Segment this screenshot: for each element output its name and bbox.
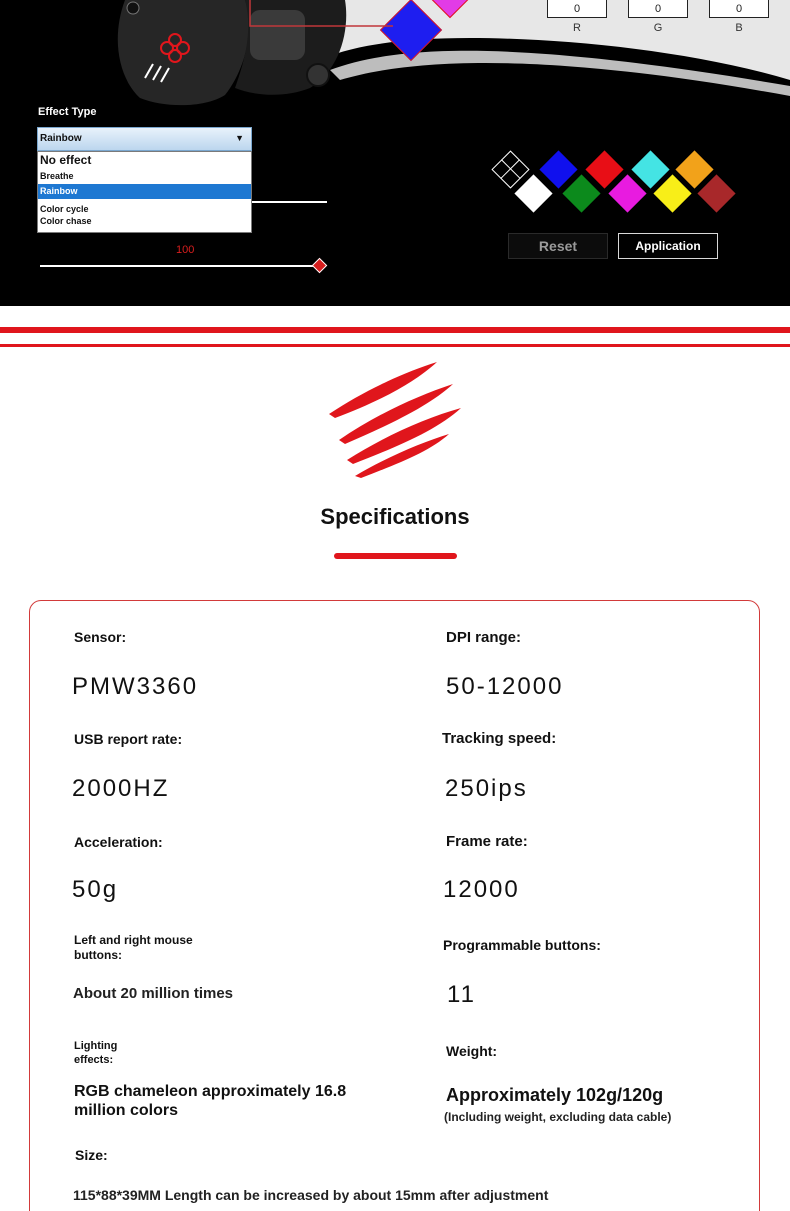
effect-option-color-cycle[interactable]: Color cycle <box>40 204 89 214</box>
brightness-slider-track[interactable] <box>40 265 316 267</box>
lighting-effects-label: Lighting effects: <box>74 1040 118 1066</box>
tracking-speed-label: Tracking speed: <box>442 730 557 747</box>
specifications-title: Specifications <box>320 504 470 529</box>
dpi-range-value: 50-12000 <box>446 673 564 700</box>
brightness-slider-value: 100 <box>176 244 195 256</box>
rgb-green-field[interactable]: 0 <box>628 0 688 18</box>
size-value: 115*88*39MM Length can be increased by about 15mm after adjustment <box>73 1187 549 1203</box>
button-lifespan-value: About 20 million times <box>73 985 234 1002</box>
header-guide-lines <box>245 0 415 40</box>
title-underline <box>334 553 457 559</box>
tracking-speed-value: 250ips <box>445 775 528 802</box>
button-lifespan-label: Left and right mouse buttons: <box>74 933 193 962</box>
usb-report-rate-label: USB report rate: <box>74 731 183 747</box>
programmable-buttons-value: 11 <box>447 981 476 1008</box>
usb-report-rate-value: 2000HZ <box>72 775 170 802</box>
weight-label: Weight: <box>446 1043 498 1059</box>
effect-option-breathe[interactable]: Breathe <box>40 171 74 181</box>
frame-rate-value: 12000 <box>443 876 520 903</box>
lighting-software-panel <box>0 0 790 306</box>
dpi-range-label: DPI range: <box>446 629 522 646</box>
effect-option-rainbow[interactable]: Rainbow <box>38 184 251 199</box>
frame-rate-label: Frame rate: <box>446 833 528 850</box>
divider-stripe-thin <box>0 344 790 347</box>
sensor-value: PMW3360 <box>72 673 199 700</box>
weight-value: Approximately 102g/120g <box>446 1085 664 1105</box>
sensor-label: Sensor: <box>74 629 127 645</box>
reset-button[interactable]: Reset <box>508 233 608 259</box>
rgb-blue-label: B <box>735 22 743 34</box>
effect-type-select[interactable] <box>37 127 252 151</box>
programmable-buttons-label: Programmable buttons: <box>443 937 601 953</box>
effect-option-no-effect[interactable]: No effect <box>40 153 92 167</box>
acceleration-label: Acceleration: <box>74 834 163 850</box>
rgb-red-field[interactable]: 0 <box>547 0 607 18</box>
effect-option-color-chase[interactable]: Color chase <box>40 216 92 226</box>
weight-note: (Including weight, excluding data cable) <box>444 1110 672 1124</box>
claw-logo-icon <box>325 360 465 478</box>
rgb-green-label: G <box>653 22 663 34</box>
size-label: Size: <box>75 1147 108 1163</box>
apply-button[interactable]: Application <box>618 233 718 259</box>
chevron-down-icon[interactable]: ▼ <box>235 133 244 143</box>
rgb-red-label: R <box>573 22 581 34</box>
acceleration-value: 50g <box>72 876 119 903</box>
effect-type-label: Effect Type <box>38 106 97 118</box>
effect-dropdown-menu <box>37 151 252 233</box>
rgb-blue-field[interactable]: 0 <box>709 0 769 18</box>
divider-stripe-thick <box>0 327 790 333</box>
effect-select-value: Rainbow <box>40 133 82 144</box>
lighting-effects-value: RGB chameleon approximately 16.8 million colors <box>74 1083 347 1119</box>
